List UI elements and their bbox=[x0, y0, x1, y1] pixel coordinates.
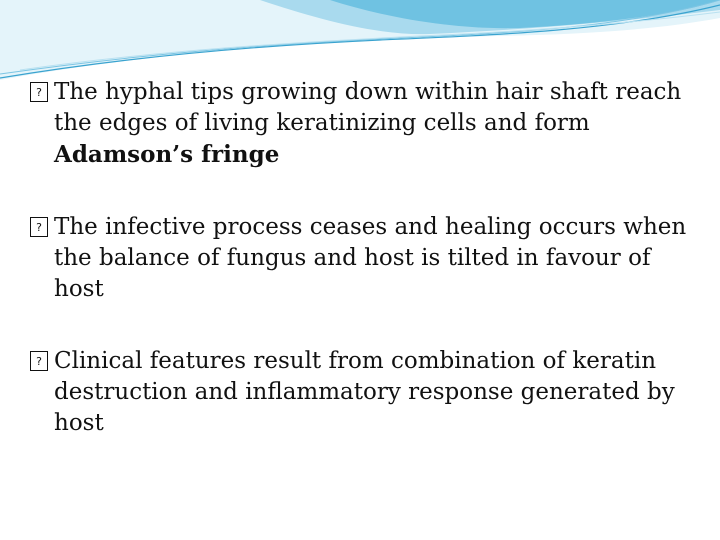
bullet-marker-icon: ? bbox=[30, 82, 48, 102]
bullet-marker-icon: ? bbox=[30, 351, 48, 371]
bullet-text-3: Clinical features result from combination of keratin destruction and inflammatory response generated by host bbox=[54, 348, 675, 436]
bullet-text-1-bold: Adamson’s fringe bbox=[54, 141, 280, 168]
bullet-item-2 bbox=[30, 212, 700, 305]
bullet-item-1 bbox=[30, 77, 700, 171]
bullet-marker-icon: ? bbox=[30, 217, 48, 237]
bullet-text-1: The hyphal tips growing down within hair shaft reach the edges of living keratinizing cells and form bbox=[54, 79, 682, 136]
bullet-item-3 bbox=[30, 346, 700, 439]
bullet-text-2: The infective process ceases and healing occurs when the balance of fungus and host is tilted in favour of host bbox=[54, 214, 687, 302]
bullet-list bbox=[30, 77, 700, 480]
